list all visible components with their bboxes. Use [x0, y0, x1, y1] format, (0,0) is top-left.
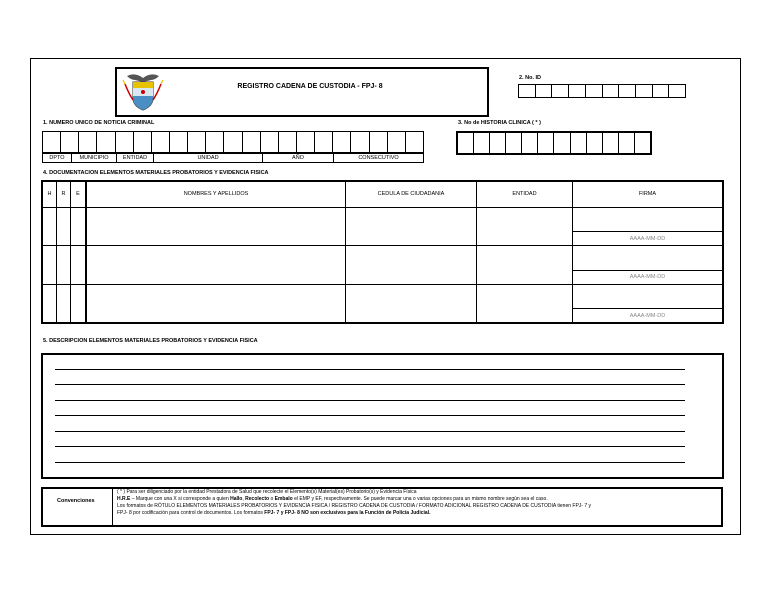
form-title: REGISTRO CADENA DE CUSTODIA - FPJ- 8 — [237, 83, 383, 90]
cell-h[interactable] — [42, 246, 57, 285]
cell-firma[interactable] — [573, 207, 724, 231]
description-box[interactable] — [41, 353, 724, 479]
cell-h[interactable] — [42, 207, 57, 246]
subfield-entidad: ENTIDAD — [117, 154, 154, 162]
description-line — [55, 369, 685, 370]
description-line — [55, 400, 685, 401]
cell-entidad[interactable] — [477, 246, 573, 285]
cell-firma[interactable] — [573, 246, 724, 270]
colombia-coat-of-arms-icon — [121, 70, 165, 114]
cell-entidad[interactable] — [477, 284, 573, 323]
date-field[interactable]: AAAA-MM-DD — [573, 232, 724, 246]
table-row — [42, 207, 723, 231]
conventions-line-3: Los formatos de RÓTULO ELEMENTOS MATERIALES PROBATORIOS Y EVIDENCIA FISICA / REGISTRO CADENA DE CUSTODIA / FORMATO ADICIONAL REGISTRO CADENA DE CUSTODIA tienen FPJ- 7 y — [117, 503, 592, 509]
conventions-divider — [43, 489, 113, 525]
cell-firma[interactable] — [573, 284, 724, 308]
cell-e[interactable] — [71, 284, 87, 323]
section-4-label: 4. DOCUMENTACION ELEMENTOS MATERIALES PROBATORIOS Y EVIDENCIA FISICA — [43, 170, 269, 176]
no-id-label: 2. No. ID — [519, 75, 542, 81]
col-entidad: ENTIDAD — [477, 181, 573, 207]
historia-clinica-field[interactable] — [456, 131, 652, 155]
cell-nombres[interactable] — [86, 284, 346, 323]
cell-cedula[interactable] — [346, 207, 477, 246]
col-h: H — [42, 181, 57, 207]
no-id-field[interactable] — [518, 84, 686, 98]
subfield-ano: AÑO — [263, 154, 334, 162]
col-cedula: CEDULA DE CIUDADANIA — [346, 181, 477, 207]
col-firma: FIRMA — [573, 181, 724, 207]
section-1-label: 1. NUMERO UNICO DE NOTICIA CRIMINAL — [43, 120, 155, 126]
description-line — [55, 431, 685, 432]
cell-h[interactable] — [42, 284, 57, 323]
subfield-unidad: UNIDAD — [154, 154, 263, 162]
conventions-text — [117, 489, 717, 517]
date-field[interactable]: AAAA-MM-DD — [573, 270, 724, 284]
description-line — [55, 462, 685, 463]
col-e: E — [71, 181, 87, 207]
cell-r[interactable] — [57, 246, 71, 285]
subfield-dpto: DPTO — [43, 154, 72, 162]
conventions-line-2: H.R.E – Marque con una X si corresponde a quien Hallo, Recolecto o Embalo el EMP y EF, respectivamente. Se puede marcar una o varias opciones para un mismo nombre según sea el caso. — [117, 496, 548, 502]
col-r: R — [57, 181, 71, 207]
section-3-label: 3. No de HISTORIA CLINICA ( * ) — [458, 120, 541, 126]
description-line — [55, 415, 685, 416]
cell-cedula[interactable] — [346, 246, 477, 285]
conventions-line-1: ( * ) Para ser diligenciado por la entidad Prestadora de Salud que recolecte el Elemento(s) Material(es) Probatorio(s) y Evidencia Física — [117, 489, 417, 495]
col-nombres: NOMBRES Y APELLIDOS — [86, 181, 346, 207]
conventions-label: Convenciones — [57, 498, 95, 504]
conventions-line-4: FPJ- 8 por codificación para control de documentos. Los formatos FPJ- 7 y FPJ- 8 NO son exclusivos para la Función de Policía Judicial. — [117, 510, 431, 516]
header-box — [115, 67, 489, 117]
section-5-label: 5. DESCRIPCION ELEMENTOS MATERIALES PROBATORIOS Y EVIDENCIA FISICA — [43, 338, 258, 344]
documentation-table — [41, 180, 724, 324]
cell-r[interactable] — [57, 207, 71, 246]
cell-cedula[interactable] — [346, 284, 477, 323]
table-row — [42, 246, 723, 270]
subfield-municipio: MUNICIPIO — [72, 154, 117, 162]
table-row — [42, 284, 723, 308]
cell-entidad[interactable] — [477, 207, 573, 246]
cell-nombres[interactable] — [86, 207, 346, 246]
cell-e[interactable] — [71, 246, 87, 285]
cell-nombres[interactable] — [86, 246, 346, 285]
noticia-criminal-digits[interactable] — [42, 131, 424, 153]
date-field[interactable]: AAAA-MM-DD — [573, 309, 724, 323]
description-line — [55, 384, 685, 385]
description-line — [55, 446, 685, 447]
cell-r[interactable] — [57, 284, 71, 323]
subfield-consecutivo: CONSECUTIVO — [358, 155, 399, 161]
noticia-criminal-subfields — [42, 153, 424, 163]
cell-e[interactable] — [71, 207, 87, 246]
